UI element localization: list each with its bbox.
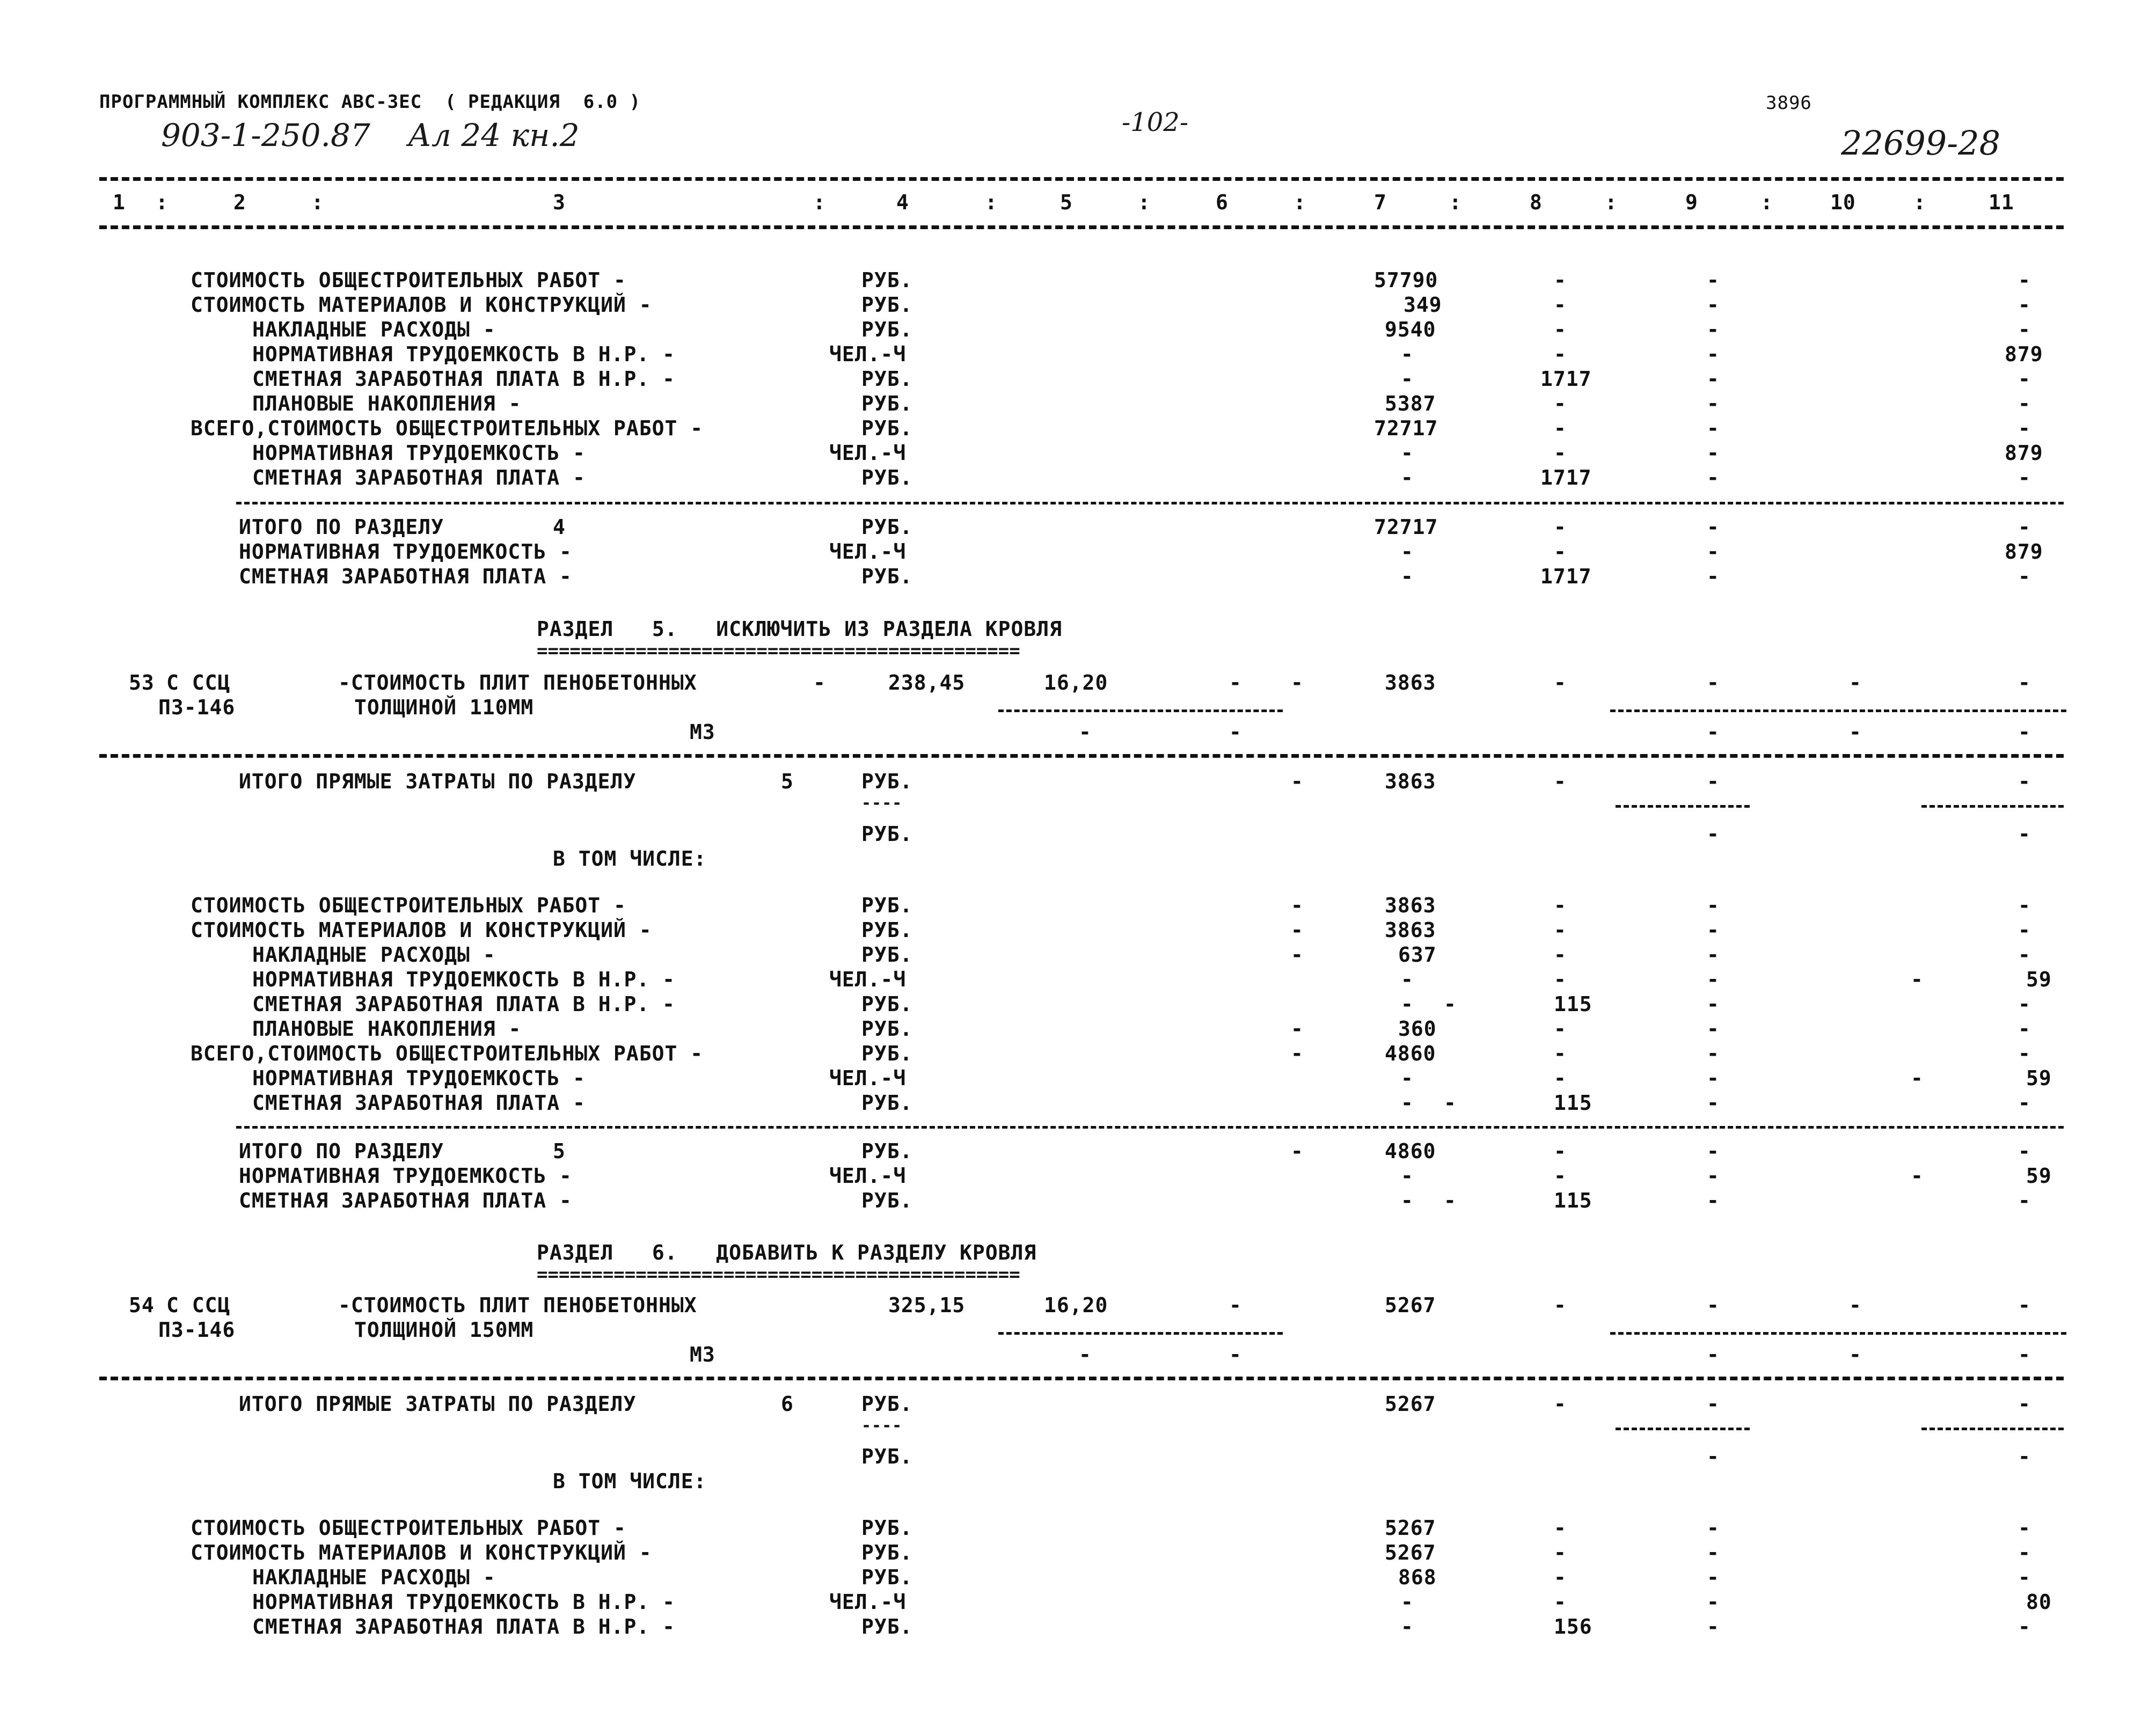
empty-cell-dash: -: [2018, 992, 2031, 1016]
value-cell: 5267: [1385, 1392, 1436, 1416]
empty-cell-dash: -: [2018, 367, 2031, 391]
unit-label: ЧЕЛ.-Ч: [829, 1066, 907, 1090]
empty-cell-dash: -: [1707, 466, 1720, 489]
unit-label: ЧЕЛ.-Ч: [829, 1590, 907, 1614]
section-number: 5: [781, 770, 794, 793]
empty-cell-dash: -: [1707, 894, 1720, 917]
empty-cell-dash: -: [1707, 1541, 1720, 1564]
unit-label: РУБ.: [861, 1565, 913, 1589]
value-cell: 5267: [1385, 1293, 1436, 1317]
header-top-rule: [99, 177, 2064, 181]
empty-cell-dash: -: [2018, 416, 2031, 440]
column-header: 4: [896, 191, 909, 214]
value-cell: 59: [2026, 968, 2052, 991]
column-separator: :: [1293, 191, 1306, 214]
item-code: С ССЦ: [166, 671, 231, 694]
unit-label: РУБ.: [861, 1189, 913, 1212]
value-cell: 879: [2005, 441, 2043, 465]
empty-cell-dash: -: [2018, 918, 2031, 942]
total-cost-label: ВСЕГО,СТОИМОСТЬ ОБЩЕСТРОИТЕЛЬНЫХ РАБОТ -: [191, 1042, 704, 1065]
value-cell: 1717: [1540, 565, 1592, 588]
overhead-label: НАКЛАДНЫЕ РАСХОДЫ -: [252, 1565, 496, 1589]
empty-cell-dash: -: [2018, 1042, 2031, 1065]
empty-cell-dash: -: [1707, 392, 1720, 415]
empty-cell-dash: -: [2018, 943, 2031, 967]
empty-cell-dash: -: [1707, 943, 1720, 967]
quantity-cell: 238,45: [888, 671, 966, 694]
empty-cell-dash: -: [1554, 1042, 1567, 1065]
empty-cell-dash: -: [1291, 894, 1304, 917]
unit-label: РУБ.: [861, 293, 913, 317]
empty-cell-dash: -: [1554, 918, 1567, 942]
empty-cell-dash: -: [1707, 367, 1720, 391]
empty-cell-dash: -: [1554, 1066, 1567, 1090]
empty-cell-dash: -: [1911, 968, 1924, 991]
empty-cell-dash: -: [1707, 293, 1720, 317]
empty-cell-dash: -: [1444, 992, 1457, 1016]
norm-labor-label: НОРМАТИВНАЯ ТРУДОЕМКОСТЬ -: [239, 540, 572, 564]
empty-cell-dash: -: [1911, 1066, 1924, 1090]
empty-cell-dash: -: [2018, 466, 2031, 489]
empty-cell-dash: -: [2018, 770, 2031, 793]
norm-labor-label: НОРМАТИВНАЯ ТРУДОЕМКОСТЬ -: [252, 441, 586, 465]
direct-total-label: ИТОГО ПРЯМЫЕ ЗАТРАТЫ ПО РАЗДЕЛУ: [239, 770, 637, 793]
empty-cell-dash: -: [2018, 720, 2031, 744]
empty-cell-dash: -: [1707, 770, 1720, 793]
empty-cell-dash: -: [1554, 894, 1567, 917]
empty-cell-dash: -: [1291, 1042, 1304, 1065]
unit-label: РУБ.: [861, 515, 913, 539]
unit-label: РУБ.: [861, 894, 913, 917]
empty-cell-dash: -: [1401, 1189, 1414, 1212]
column-separator: :: [813, 191, 826, 214]
separator-rule: [99, 1377, 2064, 1380]
empty-cell-dash: -: [2018, 1017, 2031, 1041]
empty-cell-dash: -: [1849, 671, 1862, 694]
column-header: 6: [1216, 191, 1229, 214]
header-bottom-rule: [99, 225, 2064, 229]
unit-label: РУБ.: [861, 822, 913, 846]
empty-cell-dash: -: [2018, 1565, 2031, 1589]
separator-rule: [99, 754, 2064, 758]
unit-label: РУБ.: [861, 1615, 913, 1638]
empty-cell-dash: -: [1911, 1164, 1924, 1188]
empty-cell-dash: -: [1707, 318, 1720, 341]
cell-rule: [998, 709, 1283, 712]
double-rule: ============================================: [537, 640, 1020, 662]
column-separator: :: [1138, 191, 1151, 214]
item-code: С ССЦ: [166, 1293, 231, 1317]
empty-cell-dash: -: [1291, 918, 1304, 942]
empty-cell-dash: -: [1707, 1164, 1720, 1188]
empty-cell-dash: -: [2018, 1139, 2031, 1163]
unit-label: РУБ.: [861, 1516, 913, 1540]
value-cell: 1717: [1540, 466, 1592, 489]
value-cell: 115: [1554, 1091, 1592, 1115]
empty-cell-dash: -: [2018, 515, 2031, 539]
empty-cell-dash: -: [1401, 342, 1414, 366]
empty-cell-dash: -: [1707, 1445, 1720, 1468]
unit-label: ЧЕЛ.-Ч: [829, 441, 907, 465]
item-name: -СТОИМОСТЬ ПЛИТ ПЕНОБЕТОННЫХ: [338, 1293, 697, 1317]
item-code: П3-146: [158, 1318, 236, 1342]
section-number: 6: [781, 1392, 794, 1416]
empty-cell-dash: -: [1707, 1565, 1720, 1589]
empty-cell-dash: -: [1401, 565, 1414, 588]
empty-cell-dash: -: [1707, 918, 1720, 942]
empty-cell-dash: -: [1554, 1541, 1567, 1564]
section-total-label: ИТОГО ПО РАЗДЕЛУ: [239, 515, 444, 539]
empty-cell-dash: -: [1707, 1189, 1720, 1212]
empty-cell-dash: -: [1229, 671, 1242, 694]
cost-materials-label: СТОИМОСТЬ МАТЕРИАЛОВ И КОНСТРУКЦИЙ -: [191, 293, 652, 317]
value-cell: 3863: [1385, 770, 1436, 793]
cell-rule: [1610, 709, 2066, 712]
empty-cell-dash: -: [2018, 392, 2031, 415]
empty-cell-dash: -: [1707, 1516, 1720, 1540]
value-cell: 360: [1398, 1017, 1437, 1041]
quantity-cell: 325,15: [888, 1293, 966, 1317]
section-5-title: РАЗДЕЛ 5. ИСКЛЮЧИТЬ ИЗ РАЗДЕЛА КРОВЛЯ: [537, 617, 1062, 641]
unit-label: РУБ.: [861, 367, 913, 391]
total-cost-label: ВСЕГО,СТОИМОСТЬ ОБЩЕСТРОИТЕЛЬНЫХ РАБОТ -: [191, 416, 704, 440]
column-header: 1: [113, 191, 126, 214]
empty-cell-dash: -: [2018, 293, 2031, 317]
empty-cell-dash: -: [2018, 1516, 2031, 1540]
cell-rule: [1616, 805, 1750, 808]
cell-rule: [1616, 1428, 1750, 1430]
empty-cell-dash: -: [1554, 770, 1567, 793]
unit-label: РУБ.: [861, 466, 913, 489]
wage-label: СМЕТНАЯ ЗАРАБОТНАЯ ПЛАТА -: [239, 1189, 572, 1212]
column-header: 7: [1374, 191, 1387, 214]
empty-cell-dash: -: [1444, 1091, 1457, 1115]
empty-cell-dash: -: [1707, 268, 1720, 292]
value-cell: 59: [2026, 1066, 2052, 1090]
cell-rule: [1921, 805, 2064, 808]
unit-label: РУБ.: [861, 392, 913, 415]
empty-cell-dash: -: [2018, 1293, 2031, 1317]
unit-rule: ----: [861, 794, 903, 813]
empty-cell-dash: -: [1554, 968, 1567, 991]
empty-cell-dash: -: [1707, 822, 1720, 846]
value-cell: 59: [2026, 1164, 2052, 1188]
empty-cell-dash: -: [1291, 1139, 1304, 1163]
empty-cell-dash: -: [1554, 515, 1567, 539]
empty-cell-dash: -: [1707, 992, 1720, 1016]
empty-cell-dash: -: [1401, 1091, 1414, 1115]
unit-label: РУБ.: [861, 1042, 913, 1065]
unit-label: РУБ.: [861, 918, 913, 942]
empty-cell-dash: -: [1707, 1615, 1720, 1638]
unit-label: РУБ.: [861, 1392, 913, 1416]
wage-label: СМЕТНАЯ ЗАРАБОТНАЯ ПЛАТА -: [252, 466, 586, 489]
unit-label: РУБ.: [861, 1445, 913, 1468]
value-cell: 868: [1398, 1565, 1437, 1589]
unit-label: РУБ.: [861, 992, 913, 1016]
empty-cell-dash: -: [1554, 943, 1567, 967]
empty-cell-dash: -: [1554, 1590, 1567, 1614]
column-header: 11: [1989, 191, 2014, 214]
empty-cell-dash: -: [1229, 1293, 1242, 1317]
unit-label: ЧЕЛ.-Ч: [829, 1164, 907, 1188]
item-name: ТОЛЩИНОЙ 110ММ: [354, 696, 534, 719]
value-cell: 879: [2005, 342, 2043, 366]
unit-label: РУБ.: [861, 1017, 913, 1041]
empty-cell-dash: -: [1849, 1293, 1862, 1317]
value-cell: 4860: [1385, 1139, 1436, 1163]
planned-label: ПЛАНОВЫЕ НАКОПЛЕНИЯ -: [252, 392, 522, 415]
unit-label: ЧЕЛ.-Ч: [829, 342, 907, 366]
wage-nr-label: СМЕТНАЯ ЗАРАБОТНАЯ ПЛАТА В Н.Р. -: [252, 992, 675, 1016]
empty-cell-dash: -: [1707, 1590, 1720, 1614]
empty-cell-dash: -: [2018, 822, 2031, 846]
column-header: 8: [1530, 191, 1543, 214]
empty-cell-dash: -: [1554, 1293, 1567, 1317]
empty-cell-dash: -: [1554, 1565, 1567, 1589]
value-cell: 115: [1554, 1189, 1592, 1212]
column-header: 2: [233, 191, 246, 214]
empty-cell-dash: -: [1554, 318, 1567, 341]
empty-cell-dash: -: [1554, 441, 1567, 465]
including-label: В ТОМ ЧИСЛЕ:: [553, 847, 707, 870]
empty-cell-dash: -: [2018, 1392, 2031, 1416]
column-header: 5: [1060, 191, 1073, 214]
empty-cell-dash: -: [1707, 1066, 1720, 1090]
unit-label: ЧЕЛ.-Ч: [829, 968, 907, 991]
unit-label: РУБ.: [861, 565, 913, 588]
norm-labor-nr-label: НОРМАТИВНАЯ ТРУДОЕМКОСТЬ В Н.Р. -: [252, 1590, 675, 1614]
value-cell: 3863: [1385, 918, 1436, 942]
section-total-label: ИТОГО ПО РАЗДЕЛУ: [239, 1139, 444, 1163]
empty-cell-dash: -: [1707, 720, 1720, 744]
empty-cell-dash: -: [1554, 392, 1567, 415]
wage-nr-label: СМЕТНАЯ ЗАРАБОТНАЯ ПЛАТА В Н.Р. -: [252, 1615, 675, 1638]
reference-number: 22699-28: [1841, 123, 2001, 163]
empty-cell-dash: -: [1401, 367, 1414, 391]
planned-label: ПЛАНОВЫЕ НАКОПЛЕНИЯ -: [252, 1017, 522, 1041]
column-header: 9: [1685, 191, 1698, 214]
value-cell: 349: [1404, 293, 1442, 317]
unit-label: М3: [690, 1343, 715, 1366]
empty-cell-dash: -: [1707, 1343, 1720, 1366]
column-separator: :: [311, 191, 324, 214]
value-cell: 72717: [1374, 416, 1438, 440]
empty-cell-dash: -: [1707, 671, 1720, 694]
empty-cell-dash: -: [1554, 1516, 1567, 1540]
empty-cell-dash: -: [1707, 565, 1720, 588]
cell-rule: [1610, 1332, 2066, 1335]
empty-cell-dash: -: [1554, 1392, 1567, 1416]
value-cell: 3863: [1385, 894, 1436, 917]
wage-label: СМЕТНАЯ ЗАРАБОТНАЯ ПЛАТА -: [239, 565, 572, 588]
separator-rule: [236, 1126, 2064, 1129]
empty-cell-dash: -: [1707, 1091, 1720, 1115]
page-number: -102-: [1122, 107, 1189, 137]
price-cell: 16,20: [1044, 671, 1108, 694]
empty-cell-dash: -: [1707, 540, 1720, 564]
section-number: 4: [553, 515, 566, 539]
column-separator: :: [1913, 191, 1926, 214]
empty-cell-dash: -: [1707, 441, 1720, 465]
empty-cell-dash: -: [1079, 1343, 1092, 1366]
empty-cell-dash: -: [1291, 671, 1304, 694]
empty-cell-dash: -: [1554, 293, 1567, 317]
empty-cell-dash: -: [1707, 1293, 1720, 1317]
empty-cell-dash: -: [1401, 540, 1414, 564]
value-cell: 4860: [1385, 1042, 1436, 1065]
value-cell: 5387: [1385, 392, 1436, 415]
overhead-label: НАКЛАДНЫЕ РАСХОДЫ -: [252, 943, 496, 967]
wage-nr-label: СМЕТНАЯ ЗАРАБОТНАЯ ПЛАТА В Н.Р. -: [252, 367, 675, 391]
empty-cell-dash: -: [1291, 770, 1304, 793]
including-label: В ТОМ ЧИСЛЕ:: [553, 1469, 707, 1493]
unit-label: РУБ.: [861, 1091, 913, 1115]
empty-cell-dash: -: [1554, 540, 1567, 564]
empty-cell-dash: -: [1707, 1042, 1720, 1065]
unit-label: РУБ.: [861, 416, 913, 440]
empty-cell-dash: -: [1707, 1392, 1720, 1416]
cost-general-label: СТОИМОСТЬ ОБЩЕСТРОИТЕЛЬНЫХ РАБОТ -: [191, 894, 626, 917]
cell-rule: [1921, 1428, 2064, 1430]
wage-label: СМЕТНАЯ ЗАРАБОТНАЯ ПЛАТА -: [252, 1091, 586, 1115]
empty-cell-dash: -: [2018, 1445, 2031, 1468]
double-rule: ============================================: [537, 1264, 1020, 1285]
value-cell: 1717: [1540, 367, 1592, 391]
value-cell: 5267: [1385, 1541, 1436, 1564]
norm-labor-label: НОРМАТИВНАЯ ТРУДОЕМКОСТЬ -: [252, 1066, 586, 1090]
unit-label: РУБ.: [861, 1541, 913, 1564]
column-header: 3: [553, 191, 566, 214]
cost-general-label: СТОИМОСТЬ ОБЩЕСТРОИТЕЛЬНЫХ РАБОТ -: [191, 1516, 626, 1540]
value-cell: 57790: [1374, 268, 1438, 292]
value-cell: 879: [2005, 540, 2043, 564]
empty-cell-dash: -: [1554, 416, 1567, 440]
norm-labor-nr-label: НОРМАТИВНАЯ ТРУДОЕМКОСТЬ В Н.Р. -: [252, 342, 675, 366]
empty-cell-dash: -: [1554, 1139, 1567, 1163]
unit-label: РУБ.: [861, 318, 913, 341]
unit-label: РУБ.: [861, 268, 913, 292]
empty-cell-dash: -: [1707, 515, 1720, 539]
section-number: 5: [553, 1139, 566, 1163]
value-cell: 80: [2026, 1590, 2052, 1614]
item-name: -СТОИМОСТЬ ПЛИТ ПЕНОБЕТОННЫХ: [338, 671, 697, 694]
empty-cell-dash: -: [1401, 1615, 1414, 1638]
empty-cell-dash: -: [2018, 1343, 2031, 1366]
empty-cell-dash: -: [1291, 1017, 1304, 1041]
cost-materials-label: СТОИМОСТЬ МАТЕРИАЛОВ И КОНСТРУКЦИЙ -: [191, 1541, 652, 1564]
empty-cell-dash: -: [1444, 1189, 1457, 1212]
column-separator: :: [985, 191, 998, 214]
value-cell: 156: [1554, 1615, 1592, 1638]
item-number: 53: [129, 671, 155, 694]
empty-cell-dash: -: [1707, 1017, 1720, 1041]
column-separator: :: [1449, 191, 1462, 214]
empty-cell-dash: -: [1079, 720, 1092, 744]
empty-cell-dash: -: [2018, 894, 2031, 917]
item-name: ТОЛЩИНОЙ 150ММ: [354, 1318, 534, 1342]
empty-cell-dash: -: [1849, 1343, 1862, 1366]
cell-rule: [998, 1332, 1283, 1335]
unit-label: ЧЕЛ.-Ч: [829, 540, 907, 564]
unit-label: РУБ.: [861, 943, 913, 967]
value-cell: 3863: [1385, 671, 1436, 694]
document-code: 903-1-250.87: [161, 117, 370, 153]
value-cell: 5267: [1385, 1516, 1436, 1540]
value-cell: 115: [1554, 992, 1592, 1016]
empty-cell-dash: -: [1291, 943, 1304, 967]
album-number: Ал 24 кн.2: [408, 117, 580, 153]
empty-cell-dash: -: [1401, 968, 1414, 991]
empty-cell-dash: -: [1707, 968, 1720, 991]
item-number: 54: [129, 1293, 155, 1317]
overhead-label: НАКЛАДНЫЕ РАСХОДЫ -: [252, 318, 496, 341]
direct-total-label: ИТОГО ПРЯМЫЕ ЗАТРАТЫ ПО РАЗДЕЛУ: [239, 1392, 637, 1416]
empty-cell-dash: -: [1229, 1343, 1242, 1366]
empty-cell-dash: -: [1401, 992, 1414, 1016]
empty-cell-dash: -: [1707, 416, 1720, 440]
separator-rule: [236, 502, 2064, 504]
unit-rule: ----: [861, 1416, 903, 1435]
unit-label: РУБ.: [861, 770, 913, 793]
empty-cell-dash: -: [2018, 565, 2031, 588]
empty-cell-dash: -: [2018, 1615, 2031, 1638]
empty-cell-dash: -: [2018, 1091, 2031, 1115]
price-cell: 16,20: [1044, 1293, 1108, 1317]
empty-cell-dash: -: [1554, 671, 1567, 694]
empty-cell-dash: -: [1401, 1066, 1414, 1090]
empty-cell-dash: -: [1401, 441, 1414, 465]
empty-cell-dash: -: [1707, 1139, 1720, 1163]
cost-general-label: СТОИМОСТЬ ОБЩЕСТРОИТЕЛЬНЫХ РАБОТ -: [191, 268, 626, 292]
unit-label: РУБ.: [861, 1139, 913, 1163]
empty-cell-dash: -: [1401, 1164, 1414, 1188]
value-cell: 9540: [1385, 318, 1436, 341]
empty-cell-dash: -: [2018, 268, 2031, 292]
empty-cell-dash: -: [2018, 671, 2031, 694]
empty-cell-dash: -: [1229, 720, 1242, 744]
empty-cell-dash: -: [1707, 342, 1720, 366]
empty-cell-dash: -: [1401, 466, 1414, 489]
program-header: ПРОГРАММНЫЙ КОМПЛЕКС АВС-ЗЕС ( РЕДАКЦИЯ 6.0 ): [99, 91, 641, 113]
norm-labor-label: НОРМАТИВНАЯ ТРУДОЕМКОСТЬ -: [239, 1164, 572, 1188]
item-code: П3-146: [158, 696, 236, 719]
empty-cell-dash: -: [2018, 1189, 2031, 1212]
empty-cell-dash: -: [1554, 1017, 1567, 1041]
empty-cell-dash: -: [2018, 318, 2031, 341]
empty-cell-dash: -: [1554, 1164, 1567, 1188]
column-separator: :: [1760, 191, 1773, 214]
column-separator: :: [156, 191, 169, 214]
empty-cell-dash: -: [1554, 342, 1567, 366]
empty-cell-dash: -: [1554, 268, 1567, 292]
column-header: 10: [1830, 191, 1856, 214]
norm-labor-nr-label: НОРМАТИВНАЯ ТРУДОЕМКОСТЬ В Н.Р. -: [252, 968, 675, 991]
empty-cell-dash: -: [1401, 1590, 1414, 1614]
value-cell: 637: [1398, 943, 1437, 967]
column-separator: :: [1605, 191, 1618, 214]
empty-cell-dash: -: [1849, 720, 1862, 744]
cost-materials-label: СТОИМОСТЬ МАТЕРИАЛОВ И КОНСТРУКЦИЙ -: [191, 918, 652, 942]
empty-cell-dash: -: [2018, 1541, 2031, 1564]
stamp-number: 3896: [1766, 92, 1812, 114]
value-cell: 72717: [1374, 515, 1438, 539]
unit-label: М3: [690, 720, 715, 744]
empty-cell-dash: -: [813, 671, 826, 694]
section-6-title: РАЗДЕЛ 6. ДОБАВИТЬ К РАЗДЕЛУ КРОВЛЯ: [537, 1241, 1037, 1264]
